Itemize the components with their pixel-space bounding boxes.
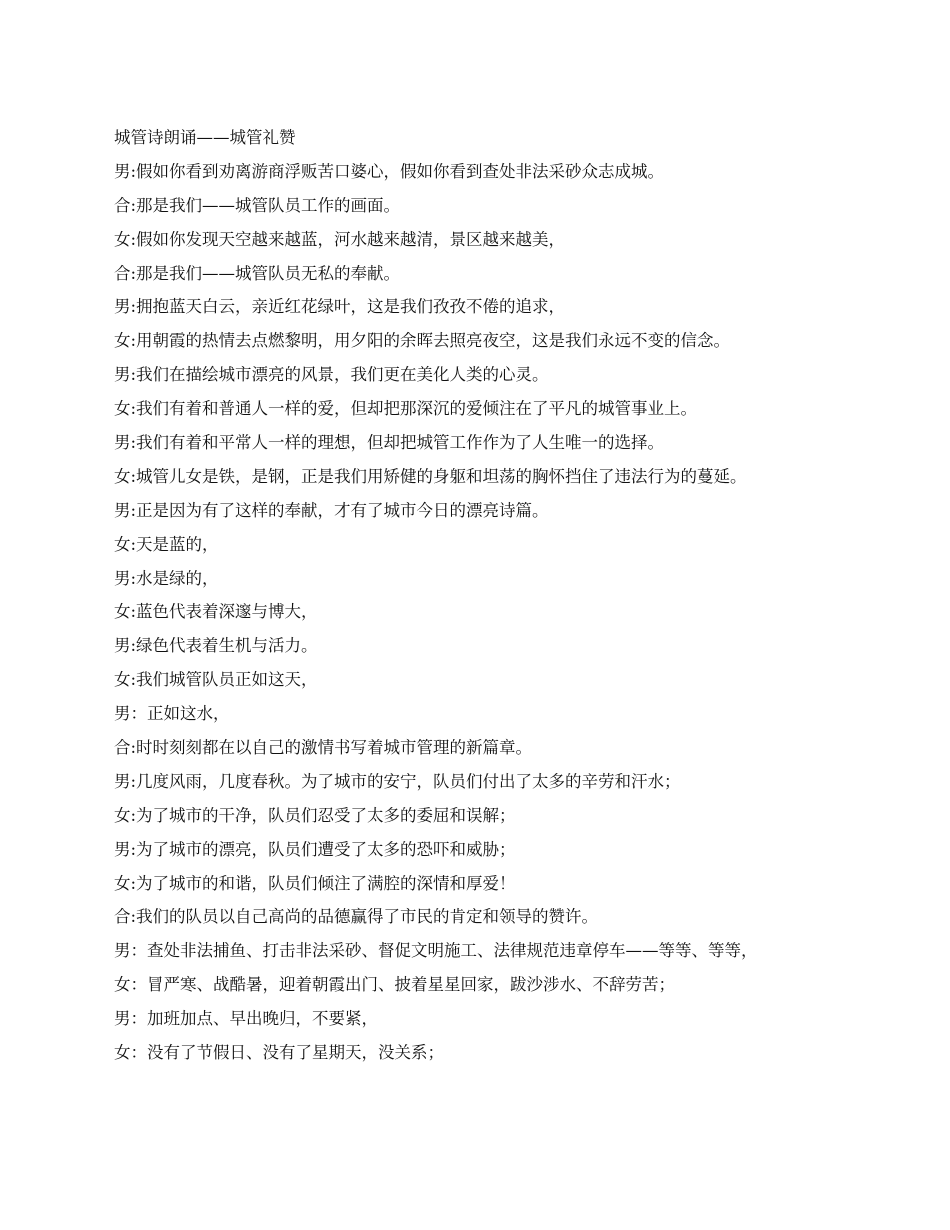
- poem-line: 女：没有了节假日、没有了星期天，没关系；: [114, 1043, 444, 1063]
- poem-line: 女:我们城管队员正如这天，: [114, 670, 318, 690]
- poem-line: 女:蓝色代表着深邃与博大，: [114, 602, 318, 622]
- poem-line: 女:天是蓝的，: [114, 534, 219, 554]
- poem-line: 男:拥抱蓝天白云，亲近红花绿叶，这是我们孜孜不倦的追求，: [114, 297, 566, 317]
- poem-line: 女:城管儿女是铁，是钢，正是我们用矫健的身躯和坦荡的胸怀挡住了违法行为的蔓延。: [114, 466, 747, 486]
- poem-line: 男:假如你看到劝离游商浮贩苦口婆心，假如你看到查处非法采砂众志成城。: [114, 161, 665, 181]
- poem-line: 男：正如这水，: [114, 704, 230, 724]
- poem-line: 女:为了城市的和谐，队员们倾注了满腔的深情和厚爱！: [114, 873, 516, 893]
- poem-line: 男：加班加点、早出晚归，不要紧，: [114, 1009, 378, 1029]
- poem-title: 城管诗朗诵——城管礼赞: [114, 128, 296, 147]
- poem-line: 男:我们在描绘城市漂亮的风景，我们更在美化人类的心灵。: [114, 365, 549, 385]
- poem-line: 男:正是因为有了这样的奉献，才有了城市今日的漂亮诗篇。: [114, 500, 549, 520]
- poem-line: 合:那是我们——城管队员无私的奉献。: [114, 263, 401, 283]
- poem-line: 男:绿色代表着生机与活力。: [114, 636, 318, 656]
- poem-body: [114, 121, 874, 1070]
- poem-line: 女:为了城市的干净，队员们忍受了太多的委屈和误解；: [114, 805, 516, 825]
- poem-line: 男:为了城市的漂亮，队员们遭受了太多的恐吓和威胁；: [114, 839, 516, 859]
- poem-line: 合:那是我们——城管队员工作的画面。: [114, 195, 401, 215]
- poem-line: 男：查处非法捕鱼、打击非法采砂、督促文明施工、法律规范违章停车——等等、等等，: [114, 941, 758, 961]
- poem-line: 女：冒严寒、战酷暑，迎着朝霞出门、披着星星回家，跋沙涉水、不辞劳苦；: [114, 975, 675, 995]
- poem-line: 男:我们有着和平常人一样的理想，但却把城管工作作为了人生唯一的选择。: [114, 433, 665, 453]
- poem-line: 合:我们的队员以自己高尚的品德赢得了市民的肯定和领导的赞许。: [114, 907, 599, 927]
- poem-line: 合:时时刻刻都在以自己的激情书写着城市管理的新篇章。: [114, 738, 533, 758]
- poem-line: 女:用朝霞的热情去点燃黎明，用夕阳的余晖去照亮夜空，这是我们永远不变的信念。: [114, 331, 731, 351]
- poem-line: 男:水是绿的，: [114, 568, 219, 588]
- poem-line: 女:我们有着和普通人一样的爱，但却把那深沉的爱倾注在了平凡的城管事业上。: [114, 399, 698, 419]
- poem-line: 女:假如你发现天空越来越蓝，河水越来越清，景区越来越美，: [114, 229, 566, 249]
- poem-line: 男:几度风雨，几度春秋。为了城市的安宁，队员们付出了太多的辛劳和汗水；: [114, 771, 681, 791]
